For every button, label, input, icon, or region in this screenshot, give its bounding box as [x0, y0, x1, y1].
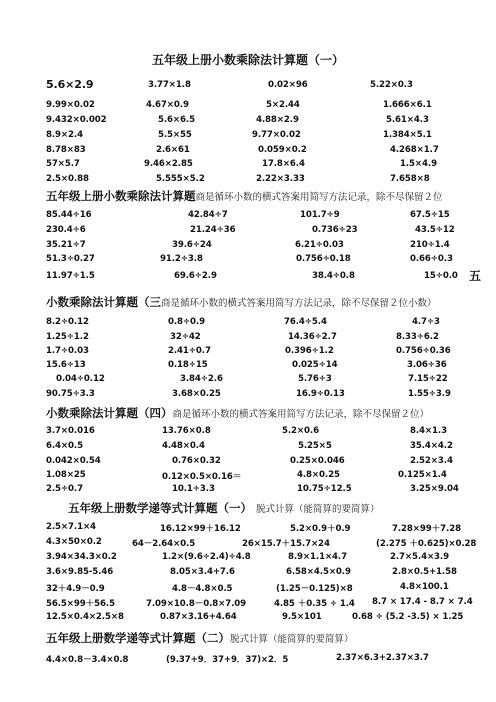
problem: 5×2.44	[266, 100, 300, 110]
problem: 1.08×25	[46, 470, 86, 480]
problem: 6.4×0.5	[46, 441, 83, 451]
problem: 0.18÷15	[168, 360, 208, 370]
problem: 8.2÷0.12	[46, 317, 89, 327]
problem: 9.77×0.02	[252, 130, 301, 140]
page-title: 五年级上册小数乘除法计算题（一）	[151, 53, 344, 67]
section-title: 小数乘除法计算题（四）	[46, 406, 173, 420]
problem: 1.666×6.1	[383, 100, 432, 110]
problem: 14.36÷2.7	[288, 332, 337, 342]
problem: 0.76×0.32	[172, 456, 221, 466]
problem: 3.77×1.8	[148, 80, 191, 90]
problem: 11.97÷1.5	[46, 271, 95, 281]
section-heading-division-1	[46, 188, 492, 204]
problem: 16.9÷0.13	[296, 389, 345, 399]
problem: 2.5×7.1×4	[46, 522, 96, 532]
problem: 4.268×1.7	[390, 145, 439, 155]
problem: 8.9×2.4	[46, 130, 83, 140]
problem: 4.48×0.4	[162, 441, 205, 451]
section-note: 脱式计算（能简算的要简算）	[256, 504, 380, 515]
section-heading-steps-1	[68, 500, 496, 516]
problem: 32＋4.9－0.9	[46, 584, 105, 594]
problem: 7.15÷22	[408, 374, 448, 384]
problem: 69.6÷2.9	[174, 271, 217, 281]
problem: 12.5×0.4×2.5×8	[46, 612, 124, 622]
section-title: 五年级上册数学递等式计算题（一）	[68, 501, 252, 515]
problem: 7.658×8	[390, 174, 430, 184]
section-heading-steps-2	[46, 630, 492, 646]
problem: 13.76×0.8	[162, 426, 211, 436]
problem: 0.87×3.16+4.64	[160, 612, 237, 622]
problem: 5.61×4.3	[386, 115, 429, 125]
trailing-character: 五	[469, 269, 482, 283]
problem: 1.7÷0.03	[46, 346, 89, 356]
problem: 91.2÷3.8	[160, 254, 203, 264]
problem: 3.68×0.25	[172, 389, 221, 399]
problem: (2.275 ＋0.625)×0.28	[376, 539, 477, 549]
problem: 5.5×55	[158, 130, 192, 140]
problem: 4.3×50×0.2	[46, 537, 102, 547]
problem: 2.8×0.5+1.58	[392, 567, 457, 577]
problem: 0.12×0.5×0.16＝	[162, 472, 242, 482]
problem: 56.5×99＋56.5	[46, 599, 115, 609]
section-note: 商是循环小数的横式答案用简写方法记录，除不尽保留２位	[195, 192, 443, 203]
section-title: 小数乘除法计算题（三	[46, 295, 161, 309]
section-title: 五年级上册小数乘除法计算题	[46, 189, 196, 203]
problem: 1.25÷1.2	[46, 332, 89, 342]
problem: 17.8×6.4	[262, 159, 305, 169]
problem: 0.25×0.046	[290, 456, 345, 466]
problem: 0.125×1.4	[398, 470, 447, 480]
problem: 6.21÷0.03	[295, 240, 344, 250]
problem: 15.6÷13	[46, 360, 86, 370]
problem: 2.37×6.3+2.37×3.7	[336, 653, 429, 663]
problem: 5.555×5.2	[156, 174, 205, 184]
problem: 3.7×0.016	[46, 426, 95, 436]
problem: 5.25×5	[298, 441, 332, 451]
problem: 0.68 ÷ (5.2 -3.5) × 1.25	[352, 612, 464, 622]
problem: 210÷1.4	[410, 240, 450, 250]
problem: 42.84÷7	[188, 210, 228, 220]
problem: 0.756÷0.18	[296, 254, 351, 264]
problem: 0.042×0.54	[46, 456, 101, 466]
problem: 101.7÷9	[300, 210, 340, 220]
problem: 3.06÷36	[407, 360, 447, 370]
problem: 2.41÷0.7	[168, 346, 211, 356]
problem: 2.52×3.4	[410, 456, 453, 466]
problem: 35.21÷7	[46, 240, 86, 250]
problem: 10.1÷3.3	[172, 484, 215, 494]
problem: 0.02×96	[268, 80, 308, 90]
problem: 4.8×0.25	[297, 470, 340, 480]
problem: 5.6×6.5	[158, 115, 195, 125]
problem: 3.84÷2.6	[180, 374, 223, 384]
problem: 57×5.7	[46, 159, 80, 169]
problem: 4.8×100.1	[400, 582, 449, 592]
problem: 5.22×0.3	[370, 80, 413, 90]
problem: 2.5÷0.7	[46, 484, 83, 494]
problem: 51.3÷0.27	[46, 254, 95, 264]
problem: 8.9×1.1×4.7	[288, 552, 347, 562]
section-heading-multiplication-4	[46, 405, 492, 421]
problem: 4.88×2.9	[256, 115, 299, 125]
problem: 1.55÷3.9	[408, 389, 451, 399]
problem: 39.6÷24	[172, 240, 212, 250]
problem: (1.25－0.125)×8	[276, 584, 353, 594]
problem: 21.24÷36	[190, 225, 236, 235]
problem: 2.7×5.4×3.9	[390, 552, 449, 562]
problem: 26×15.7＋15.7×24	[242, 539, 330, 549]
section-note: 商是循环小数的横式答案用简写方法记录，除不尽保留２位）	[172, 409, 430, 420]
problem: 15÷0.0	[424, 271, 458, 281]
problem: 2.6×61	[156, 145, 190, 155]
problem: 1.384×5.1	[383, 130, 432, 140]
problem: 32÷42	[170, 332, 201, 342]
problem: 43.5÷12	[415, 225, 455, 235]
problem: 7.09×10.8－0.8×7.09	[146, 599, 247, 609]
problem: 0.059×0.2	[258, 145, 307, 155]
problem: 8.33÷6.2	[396, 332, 439, 342]
problem: 64－2.64×0.5	[132, 539, 196, 549]
problem: 8.05×3.4+7.6	[170, 567, 235, 577]
problem: 35.4×4.2	[410, 441, 453, 451]
problem: 2.5×0.88	[46, 174, 89, 184]
problem: 90.75÷3.3	[46, 389, 95, 399]
problem: 4.85 ＋0.35 ÷ 1.4	[274, 599, 355, 609]
problem: 6.58×4.5×0.9	[286, 567, 351, 577]
problem: 0.66÷0.3	[410, 254, 453, 264]
problem: 38.4÷0.8	[312, 271, 355, 281]
problem: 4.7÷3	[412, 317, 440, 327]
problem: 3.6×9.85-5.46	[46, 567, 114, 577]
problem: 9.46×2.85	[144, 159, 193, 169]
problem: 230.4÷6	[46, 225, 86, 235]
problem: 5.76÷3	[298, 374, 332, 384]
problem: 9.432×0.002	[46, 115, 107, 125]
problem: (9.37+9．37+9．37)×2．5	[166, 655, 289, 665]
problem: 4.4×0.8－3.4×0.8	[46, 655, 129, 665]
problem: 0.756÷0.36	[396, 346, 451, 356]
section-title: 五年级上册数学递等式计算题（二）	[46, 631, 230, 645]
problem: 4.67×0.9	[146, 100, 189, 110]
section-note: 脱式计算（能简算的要简算）	[230, 634, 354, 645]
section-note: 商是循环小数的横式答案用简写方法记录，除不尽保留２位小数）	[161, 298, 437, 309]
problem: 3.94×34.3×0.2	[46, 552, 117, 562]
problem: 0.04÷0.12	[56, 374, 105, 384]
problem: 1.5×4.9	[400, 159, 437, 169]
problem: 67.5÷15	[410, 210, 450, 220]
section-heading-division-3	[46, 294, 492, 310]
problem: 9.5×101	[282, 612, 322, 622]
problem: 0.736÷23	[312, 225, 358, 235]
problem: 8.78×83	[46, 145, 86, 155]
problem: 0.396÷1.2	[285, 346, 334, 356]
problem: 1.2×(9.6÷2.4)÷4.8	[162, 552, 251, 562]
problem: 5.2×0.6	[282, 426, 319, 436]
problem: 5.2×0.9＋0.9	[290, 524, 351, 534]
problem: 8.7 × 17.4 - 8.7 × 7.4	[372, 597, 473, 607]
problem: 8.4×1.3	[410, 426, 447, 436]
problem: 85.44÷16	[46, 210, 92, 220]
problem: 4.8－4.8×0.5	[172, 584, 233, 594]
problem: 9.99×0.02	[46, 100, 95, 110]
problem: 10.75÷12.5	[297, 484, 352, 494]
problem: 0.025÷14	[292, 360, 338, 370]
problem: 3.25×9.04	[410, 484, 459, 494]
problem: 5.6×2.9	[46, 78, 94, 91]
problem: 76.4÷5.4	[284, 317, 327, 327]
problem: 2.22×3.33	[256, 174, 305, 184]
problem: 0.8÷0.9	[168, 317, 205, 327]
problem: 7.28×99＋7.28	[392, 524, 461, 534]
problem: 16.12×99＋16.12	[160, 524, 241, 534]
